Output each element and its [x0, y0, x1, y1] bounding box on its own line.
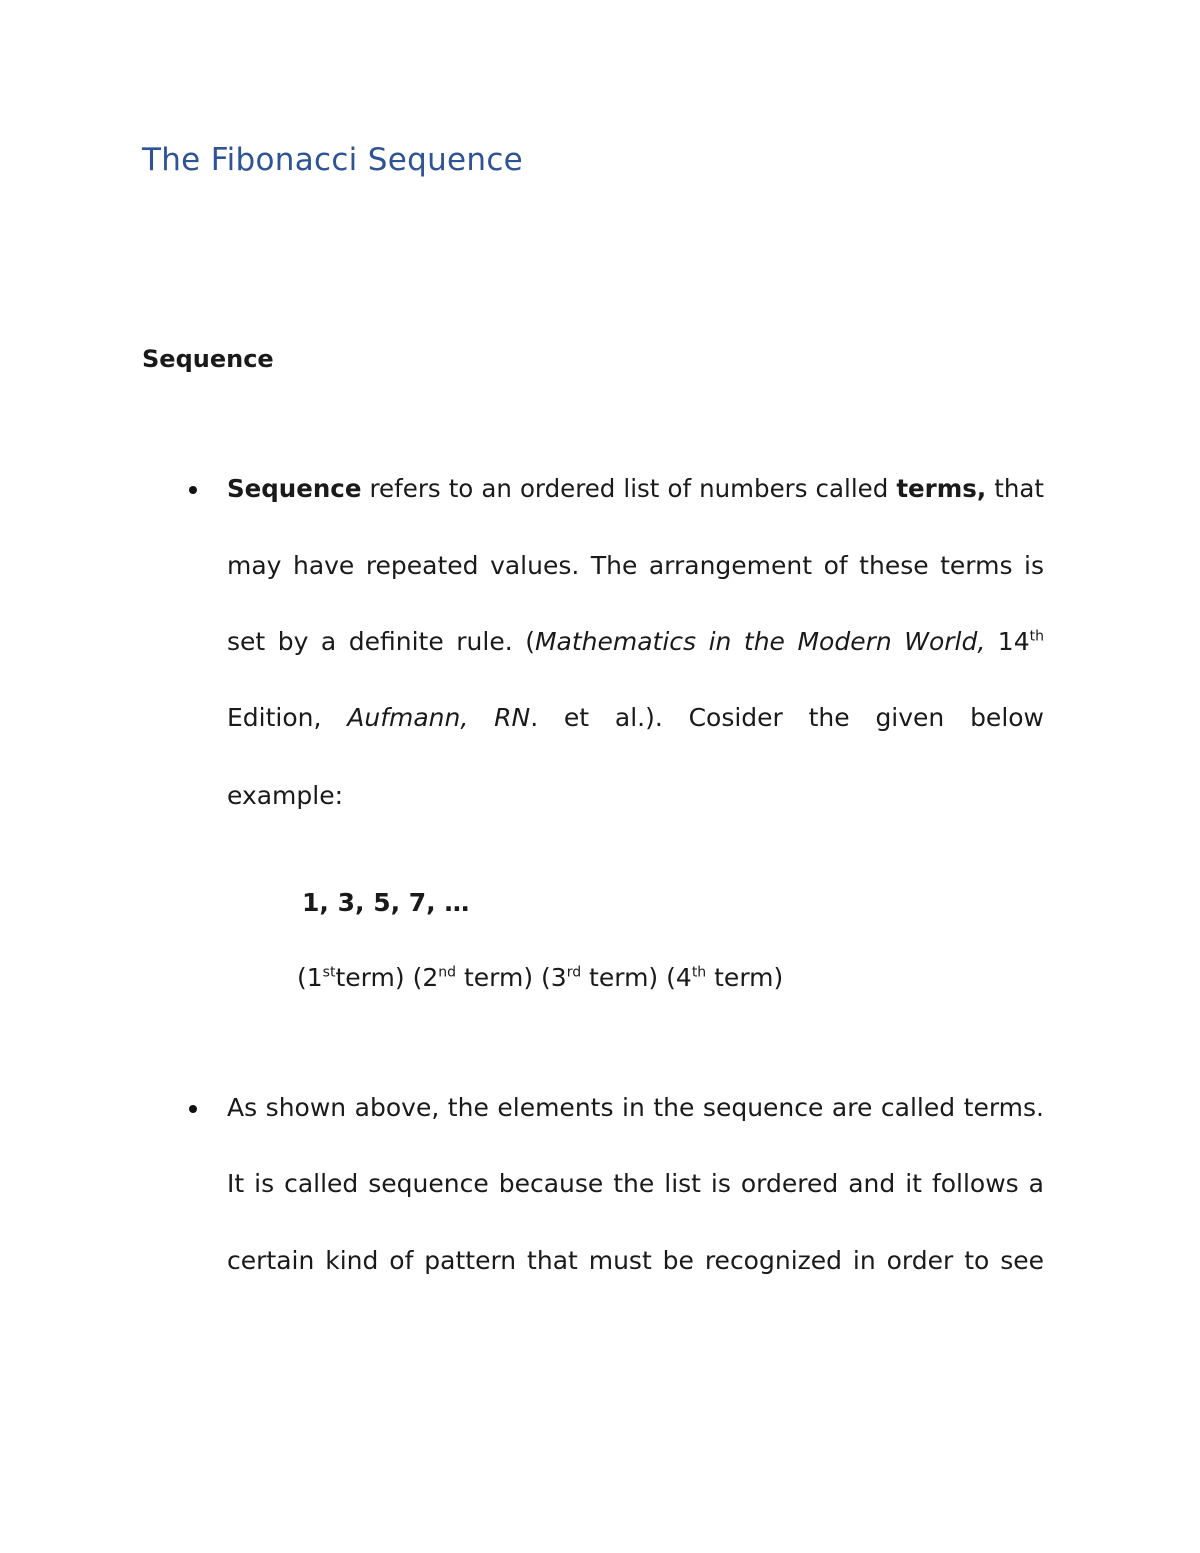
term-label-3-num: (3: [541, 963, 567, 992]
term-label-4: [666, 963, 783, 992]
bullet1-line5: example:: [227, 781, 344, 810]
author-initials: RN: [494, 703, 531, 732]
author-name: Aufmann,: [347, 703, 469, 732]
term-label-2: [413, 963, 534, 992]
term-labels: [297, 960, 783, 996]
bullet1-line1-end: that: [986, 474, 1044, 503]
term-terms: terms,: [896, 474, 987, 503]
term-label-4-sup: th: [691, 964, 707, 981]
term-label-1-sup: st: [322, 964, 336, 981]
edition-number: 14: [985, 627, 1030, 656]
edition-word: Edition,: [227, 703, 322, 732]
bullet1-line4-rest: . et al.). Cosider the given below: [530, 703, 1045, 732]
term-label-3: [541, 963, 658, 992]
term-label-2-num: (2: [412, 963, 439, 992]
bullet1-line4: [227, 700, 1044, 736]
bullet1-line3-pre: set by a definite rule. (: [227, 627, 535, 656]
bullet-icon: [189, 1105, 197, 1113]
document-title: The Fibonacci Sequence: [142, 142, 524, 178]
bullet1-line3: [227, 624, 1044, 660]
bullet2-line1: As shown above, the elements in the sequence are called terms.: [227, 1093, 1044, 1122]
term-label-1-num: (1: [297, 963, 323, 992]
bullet1-line1-mid: refers to an ordered list of numbers called: [361, 474, 897, 503]
term-label-1: [297, 963, 405, 992]
edition-superscript: th: [1029, 628, 1044, 645]
term-label-1-text: term): [335, 963, 405, 992]
term-sequence: Sequence: [227, 474, 362, 503]
bullet2-line2: It is called sequence because the list is ordered and it follows a: [227, 1169, 1044, 1198]
bullet1-line2: may have repeated values. The arrangement of these terms is: [227, 551, 1044, 580]
book-title: Mathematics in the Modern World,: [534, 627, 986, 656]
example-sequence: 1, 3, 5, 7, …: [302, 888, 470, 917]
bullet-icon: [189, 486, 197, 494]
term-label-2-text: term): [456, 963, 534, 992]
term-label-2-sup: nd: [438, 964, 456, 981]
bullet2-line3: certain kind of pattern that must be recognized in order to see: [227, 1246, 1044, 1275]
term-label-3-sup: rd: [566, 964, 582, 981]
section-heading: Sequence: [142, 345, 274, 373]
term-label-3-text: term): [581, 963, 659, 992]
term-label-4-text: term): [706, 963, 784, 992]
bullet1-line1: [227, 471, 1044, 507]
term-label-4-num: (4: [666, 963, 692, 992]
